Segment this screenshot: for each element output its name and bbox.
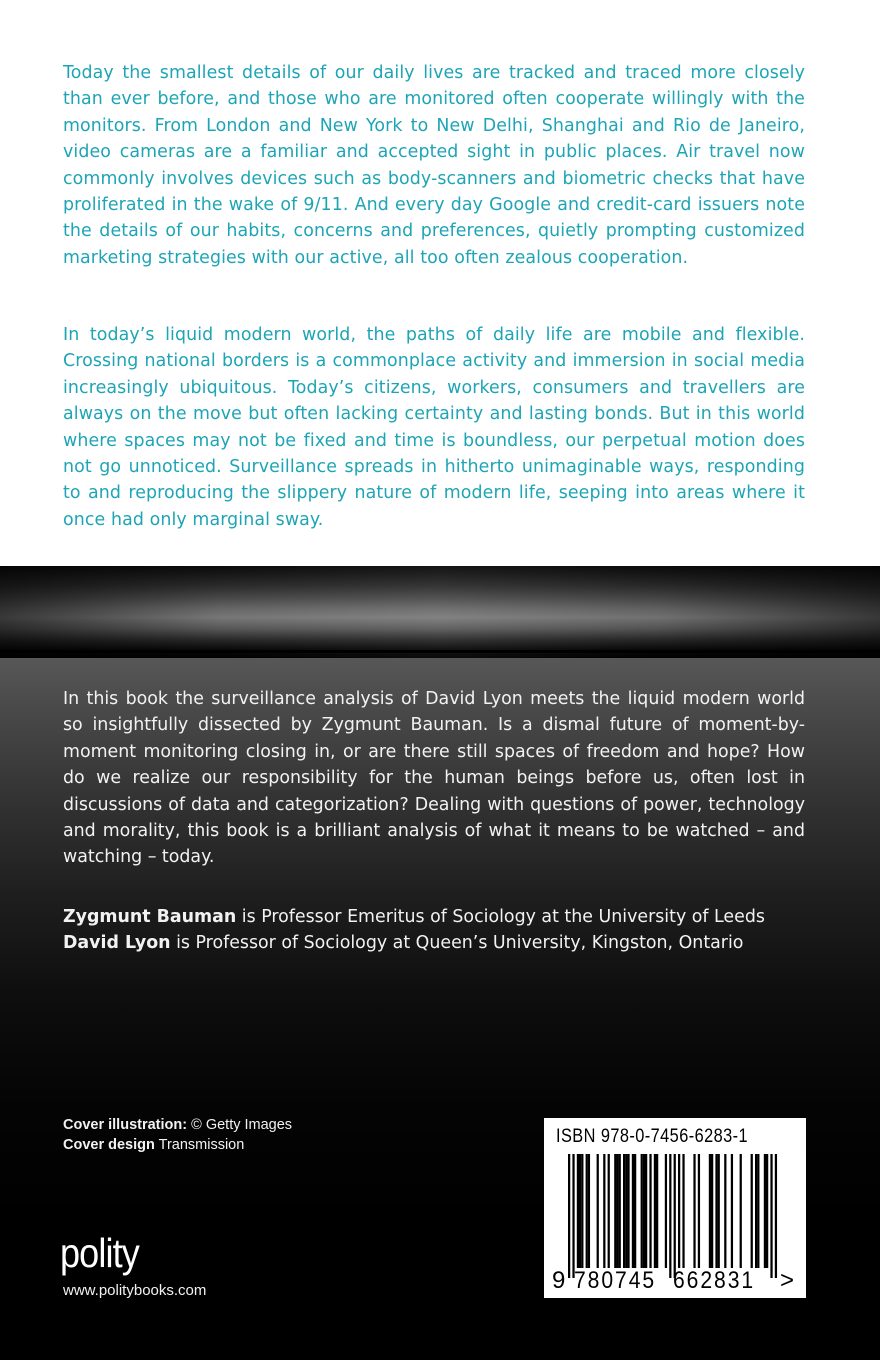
barcode-bar [740, 1154, 742, 1268]
blurb-paragraph-1: Today the smallest details of our daily lives are tracked and traced more closely than ever before, and those who are monitored often cooperate willingly with the monitors. From London and New York to New Delhi, Shanghai and Rio de Janeiro, video cameras are a familiar and accepted sight in public places. Air travel now commonly involves devices such as body-scanners and biometric checks that have proliferated in the wake of 9/11. And every day Google and credit-card issuers note the details of our habits, concerns and preferences, quietly prompting customized marketing strategies with our active, all too often zealous cooperation. [63, 63, 805, 268]
barcode-bar [619, 1154, 621, 1268]
author-bio-bauman [63, 904, 823, 930]
barcode-bar [641, 1154, 643, 1268]
blurb-paragraph-2: In today’s liquid modern world, the paths of daily life are mobile and flexible. Crossing national borders is a commonplace activity and immersion in social media increasingly ubiquitous. Today’s citizens, workers, consumers and travellers are always on the move but often lacking certainty and lasting bonds. But in this world where spaces may not be fixed and time is boundless, our perpetual motion does not go unnoticed. Surveillance spreads in hitherto unimaginable ways, responding to and reproducing the slippery nature of modern life, seeping into areas where it once had only marginal sway. [63, 325, 805, 530]
barcode-bar [645, 1154, 647, 1268]
ean-left-digits: 780745 [574, 1267, 657, 1294]
cover-design-credit [63, 1135, 244, 1155]
top-white-band [0, 0, 880, 566]
barcode-bar [572, 1154, 574, 1278]
barcode-bar [568, 1154, 570, 1278]
author-bio-lyon [63, 930, 823, 956]
barcode-bar [649, 1154, 651, 1268]
cover-illustration-credit [63, 1115, 292, 1135]
barcode-bar [693, 1154, 695, 1268]
barcode-bar [586, 1154, 588, 1268]
book-description: In this book the surveillance analysis of David Lyon meets the liquid modern world so insightfully dissected by Zygmunt Bauman. Is a dismal future of moment-by-moment monitoring closing in, or are there still spaces of freedom and hope? How do we realize our responsibility for the human beings before us, often lost in discussions of data and categorization? Dealing with questions of power, technology and morality, this book is a brilliant analysis of what it means to be watched – and watching – today. [63, 689, 805, 868]
barcode-bar [698, 1154, 700, 1268]
author-bio-text: is Professor of Sociology at Queen’s University, Kingston, Ontario [170, 933, 744, 953]
barcode-bar [632, 1154, 634, 1268]
barcode-bar [775, 1154, 777, 1278]
isbn-barcode [544, 1118, 806, 1298]
polity-logo: polity [60, 1230, 139, 1276]
credit-value: © Getty Images [187, 1117, 293, 1133]
ean-lead-digit: 9 [552, 1267, 566, 1294]
author-name: David Lyon [63, 933, 171, 953]
barcode-bar [682, 1154, 684, 1268]
barcode-bar [588, 1154, 590, 1268]
barcode-bar [715, 1154, 717, 1268]
barcode-bar [678, 1154, 680, 1268]
barcode-bar [616, 1154, 618, 1268]
barcode-bar [709, 1154, 711, 1268]
barcode-bar [634, 1154, 636, 1268]
author-name: Zygmunt Bauman [63, 907, 237, 927]
barcode-bar [577, 1154, 579, 1268]
barcode-bar [711, 1154, 713, 1268]
barcode-bar [669, 1154, 671, 1278]
publisher-website: www.politybooks.com [63, 1282, 207, 1299]
barcode-bar [579, 1154, 581, 1268]
barcode-bar [614, 1154, 616, 1268]
barcode-bar [654, 1154, 656, 1268]
barcode-bar [770, 1154, 772, 1278]
ean-quiet-zone-arrow: > [780, 1267, 795, 1294]
barcode-bar [764, 1154, 766, 1268]
barcode-bar [581, 1154, 583, 1268]
barcode-bar [755, 1154, 757, 1268]
ean-right-digits: 662831 [673, 1267, 756, 1294]
barcode-bar [757, 1154, 759, 1268]
barcode-bar [724, 1154, 726, 1268]
barcode-bar [665, 1154, 667, 1268]
barcode-bar [718, 1154, 720, 1268]
author-bio-text: is Professor Emeritus of Sociology at the University of Leeds [236, 907, 765, 927]
barcode-bar [643, 1154, 645, 1268]
barcode-bar [656, 1154, 658, 1268]
shelf-photo-strip [0, 566, 880, 658]
barcode-bar [608, 1154, 610, 1268]
barcode-bar [751, 1154, 753, 1268]
isbn-text: ISBN 978-0-7456-6283-1 [556, 1126, 749, 1147]
credit-label: Cover design [63, 1137, 155, 1153]
barcode-bar [627, 1154, 629, 1268]
barcode-bar [623, 1154, 625, 1268]
barcode-bar [603, 1154, 605, 1268]
barcode-bar [766, 1154, 768, 1268]
barcode-bar [674, 1154, 676, 1278]
barcode-bar [625, 1154, 627, 1268]
barcode-bar [731, 1154, 733, 1268]
credit-label: Cover illustration: [63, 1117, 188, 1133]
credit-value: Transmission [154, 1137, 245, 1153]
barcode-bar [597, 1154, 599, 1268]
